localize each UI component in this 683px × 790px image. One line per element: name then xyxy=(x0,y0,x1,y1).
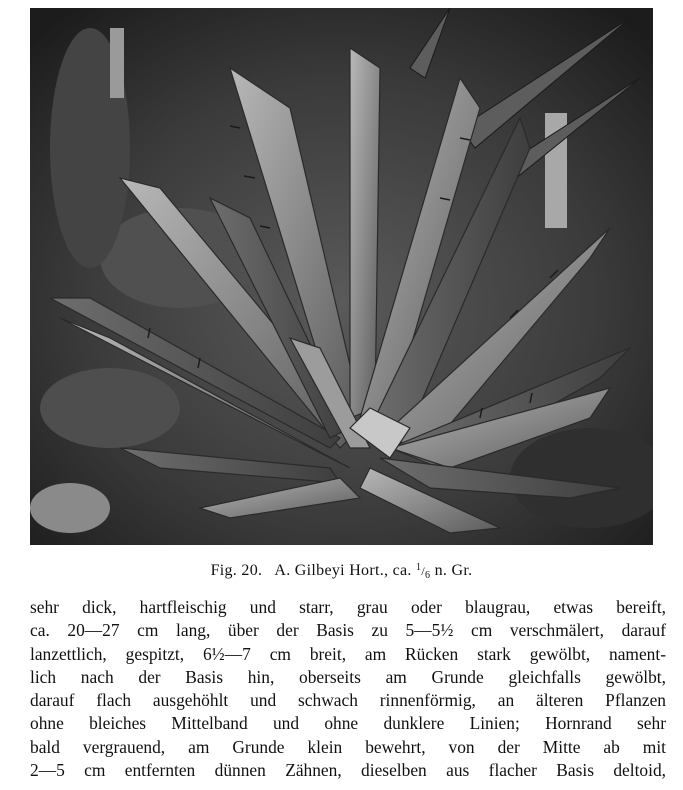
text-line: ohne bleiches Mittelband und ohne dunklere Linien; Hornrand sehr xyxy=(30,713,666,734)
figure-fraction: $^1/_6$ xyxy=(416,562,431,581)
body-paragraph xyxy=(30,596,666,782)
text-line: sehr dick, hartfleischig und starr, grau oder blaugrau, etwas bereift, xyxy=(30,597,666,617)
agave-plant-illustration xyxy=(30,8,653,545)
text-line: 2—5 cm entfernten dünnen Zähnen, dieselben aus flacher Basis deltoid, xyxy=(30,760,666,781)
agave-photograph xyxy=(30,8,653,545)
figure-caption-end: n. Gr. xyxy=(434,562,473,579)
fraction-numerator: 1 xyxy=(416,562,422,573)
text-line: lich nach der Basis hin, oberseits am Grunde gleichfalls gewölbt, xyxy=(30,666,666,687)
text-line: lanzettlich, gespitzt, 6½—7 cm breit, am Rücken stark gewölbt, nament- xyxy=(30,643,666,664)
figure-caption-main: A. Gilbeyi Hort., ca. xyxy=(274,562,412,579)
text-line: bald vergrauend, am Grunde klein bewehrt, von der Mitte ab mit xyxy=(30,736,666,757)
figure-label: Fig. 20. xyxy=(210,562,263,579)
fraction-denominator: 6 xyxy=(425,570,431,581)
text-line: ca. 20—27 cm lang, über der Basis zu 5—5½ cm verschmälert, darauf xyxy=(30,620,666,641)
text-line: darauf flach ausgehöhlt und schwach rinnenförmig, an älteren Pflanzen xyxy=(30,690,666,711)
figure-caption xyxy=(0,562,683,581)
